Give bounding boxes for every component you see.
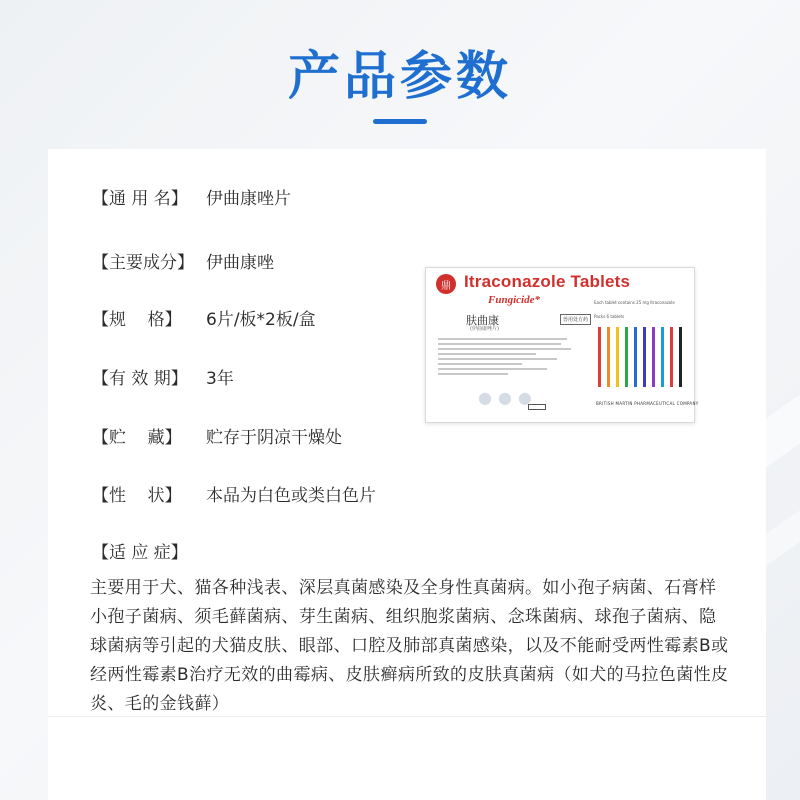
param-label: 【贮 藏】	[92, 428, 182, 448]
box-spec-note: Each tablet contains 25 mg Itraconazole	[594, 300, 675, 305]
param-label: 【有 效 期】	[92, 369, 188, 389]
color-stripe	[634, 327, 637, 387]
param-label: 【规 格】	[92, 310, 182, 330]
param-value: 伊曲康唑片	[206, 189, 291, 209]
param-label: 【通 用 名】	[92, 189, 188, 209]
color-stripe	[643, 327, 646, 387]
color-stripe	[598, 327, 601, 387]
box-brand: Fungicide*	[488, 294, 540, 306]
card-bottom-line	[48, 716, 766, 717]
param-row-storage	[92, 426, 342, 450]
box-chinese-subtitle: (伊曲康唑片)	[470, 326, 499, 332]
param-value: 3年	[206, 369, 234, 389]
color-stripe	[616, 327, 619, 387]
page-title: 产品参数	[287, 47, 512, 107]
color-stripe	[625, 327, 628, 387]
animal-silhouettes-icon: ●●●	[478, 388, 538, 407]
param-row-specification	[92, 308, 316, 332]
param-row-validity	[92, 367, 234, 391]
indication-text: 主要用于犬、猫各种浅表、深层真菌感染及全身性真菌病。如小孢子病菌、石膏样小孢子菌病、须毛藓菌病、芽生菌病、组织胞浆菌病、念珠菌病、球孢子菌病、隐球菌病等引起的犬猫皮肤、眼部、口腔及肺部真菌感染，以及不能耐受两性霉素B或经两性霉素B治疗无效的曲霉病、皮肤癣病所致的皮肤真菌病（如犬的马拉色菌性皮炎、毛的金钱藓）	[90, 578, 729, 714]
param-value: 6片/板*2板/盒	[206, 310, 316, 330]
box-text-lines	[438, 338, 578, 378]
param-value: 贮存于阴凉干燥处	[206, 428, 342, 448]
box-title: Itraconazole Tablets	[464, 272, 631, 291]
box-footer: BRITISH MARTIN PHARMACEUTICAL COMPANY	[596, 401, 699, 406]
brand-logo-icon: 鼎	[436, 274, 456, 294]
param-value: 本品为白色或类白色片	[206, 486, 376, 506]
box-stamp	[528, 404, 546, 410]
param-row-main-ingredient	[92, 251, 274, 275]
box-chinese-name: 肤曲康	[466, 314, 499, 327]
prescription-tag: 兽用处方药	[560, 314, 591, 325]
color-stripe	[661, 327, 664, 387]
param-label: 【主要成分】	[92, 253, 194, 273]
param-label: 【性 状】	[92, 486, 182, 506]
color-stripe	[679, 327, 682, 387]
title-underline	[373, 119, 427, 124]
param-label: 【适 应 症】	[92, 543, 188, 563]
box-pack-note: Packs 6 tablets	[594, 314, 625, 319]
param-row-appearance	[92, 484, 376, 508]
param-row-generic-name	[92, 187, 291, 211]
param-value: 伊曲康唑	[206, 253, 274, 273]
color-stripe	[607, 327, 610, 387]
color-stripe	[652, 327, 655, 387]
color-stripes	[598, 327, 688, 387]
product-box-image	[425, 267, 699, 423]
color-stripe	[670, 327, 673, 387]
param-row-indication	[92, 541, 206, 565]
